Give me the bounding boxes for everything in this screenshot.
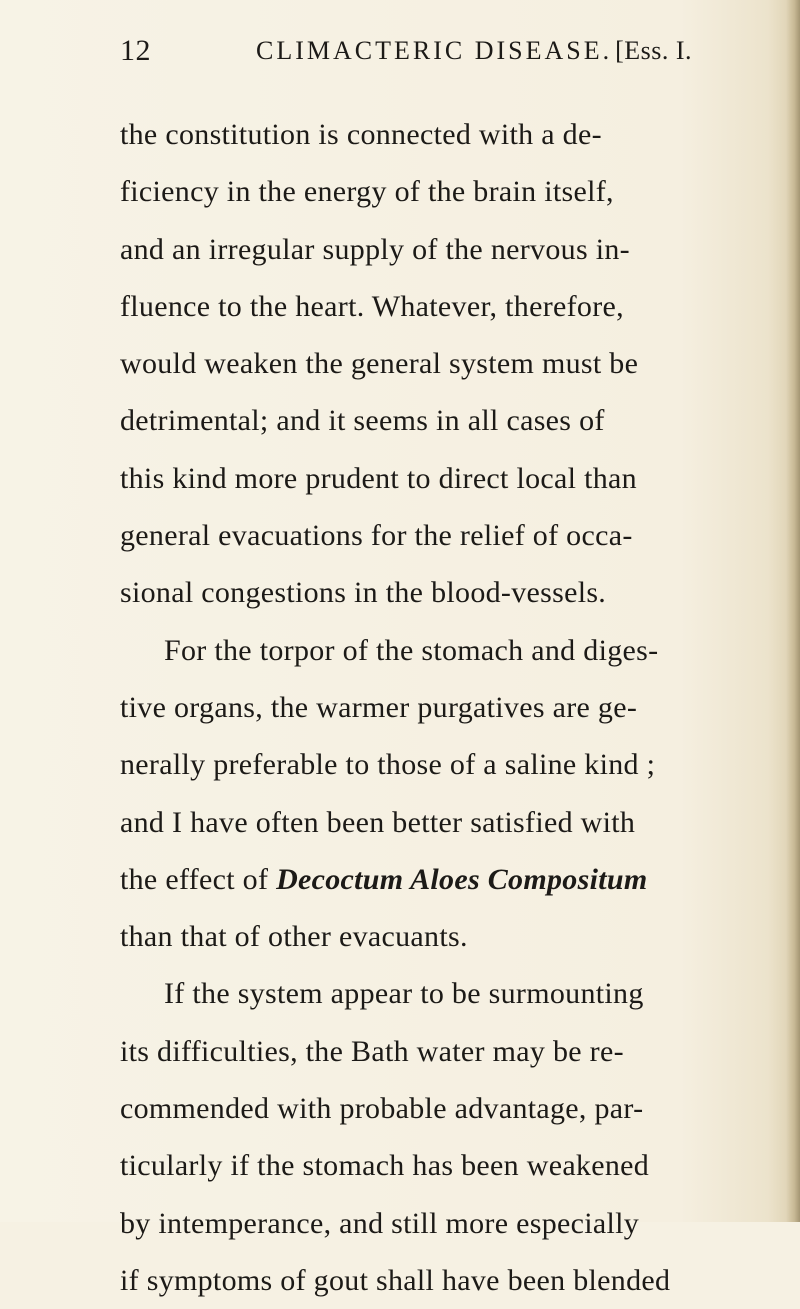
text-line: sional congestions in the blood-vessels. — [120, 576, 607, 610]
italic-term: Decoctum Aloes Compositum — [276, 862, 648, 896]
body-text — [120, 106, 714, 1309]
text-line: this kind more prudent to direct local than — [120, 461, 637, 495]
running-head — [120, 34, 692, 82]
text-line: and an irregular supply of the nervous in- — [120, 232, 630, 266]
text-line: if symptoms of gout shall have been blended — [120, 1263, 671, 1297]
paragraph-start-line: For the torpor of the stomach and diges- — [164, 633, 659, 667]
running-title: CLIMACTERIC DISEASE. — [256, 36, 613, 65]
text-line-with-italic — [120, 851, 714, 908]
text-line: and I have often been better satisfied with — [120, 805, 636, 839]
text-line: nerally preferable to those of a saline kind ; — [120, 748, 656, 782]
text-line: by intemperance, and still more especially — [120, 1206, 640, 1240]
page-number: 12 — [120, 34, 151, 67]
text-line: its difficulties, the Bath water may be re- — [120, 1034, 624, 1068]
text-line: the constitution is connected with a de- — [120, 118, 602, 151]
text-line: ticularly if the stomach has been weakened — [120, 1149, 650, 1183]
section-reference: [Ess. I. — [615, 36, 692, 65]
text-line: commended with probable advantage, par- — [120, 1092, 644, 1126]
paragraph-start-line: If the system appear to be surmounting — [164, 977, 644, 1011]
page-edge-shadow — [786, 0, 800, 1222]
text-line: tive organs, the warmer purgatives are ge- — [120, 690, 638, 724]
text-line: would weaken the general system must be — [120, 347, 639, 381]
text-span: the effect of — [120, 862, 277, 896]
text-line: ficiency in the energy of the brain itself, — [120, 175, 614, 209]
text-line: than that of other evacuants. — [120, 920, 468, 954]
text-line: general evacuations for the relief of occa- — [120, 519, 633, 553]
text-line: detrimental; and it seems in all cases of — [120, 404, 605, 438]
text-line: fluence to the heart. Whatever, therefore, — [120, 289, 624, 323]
